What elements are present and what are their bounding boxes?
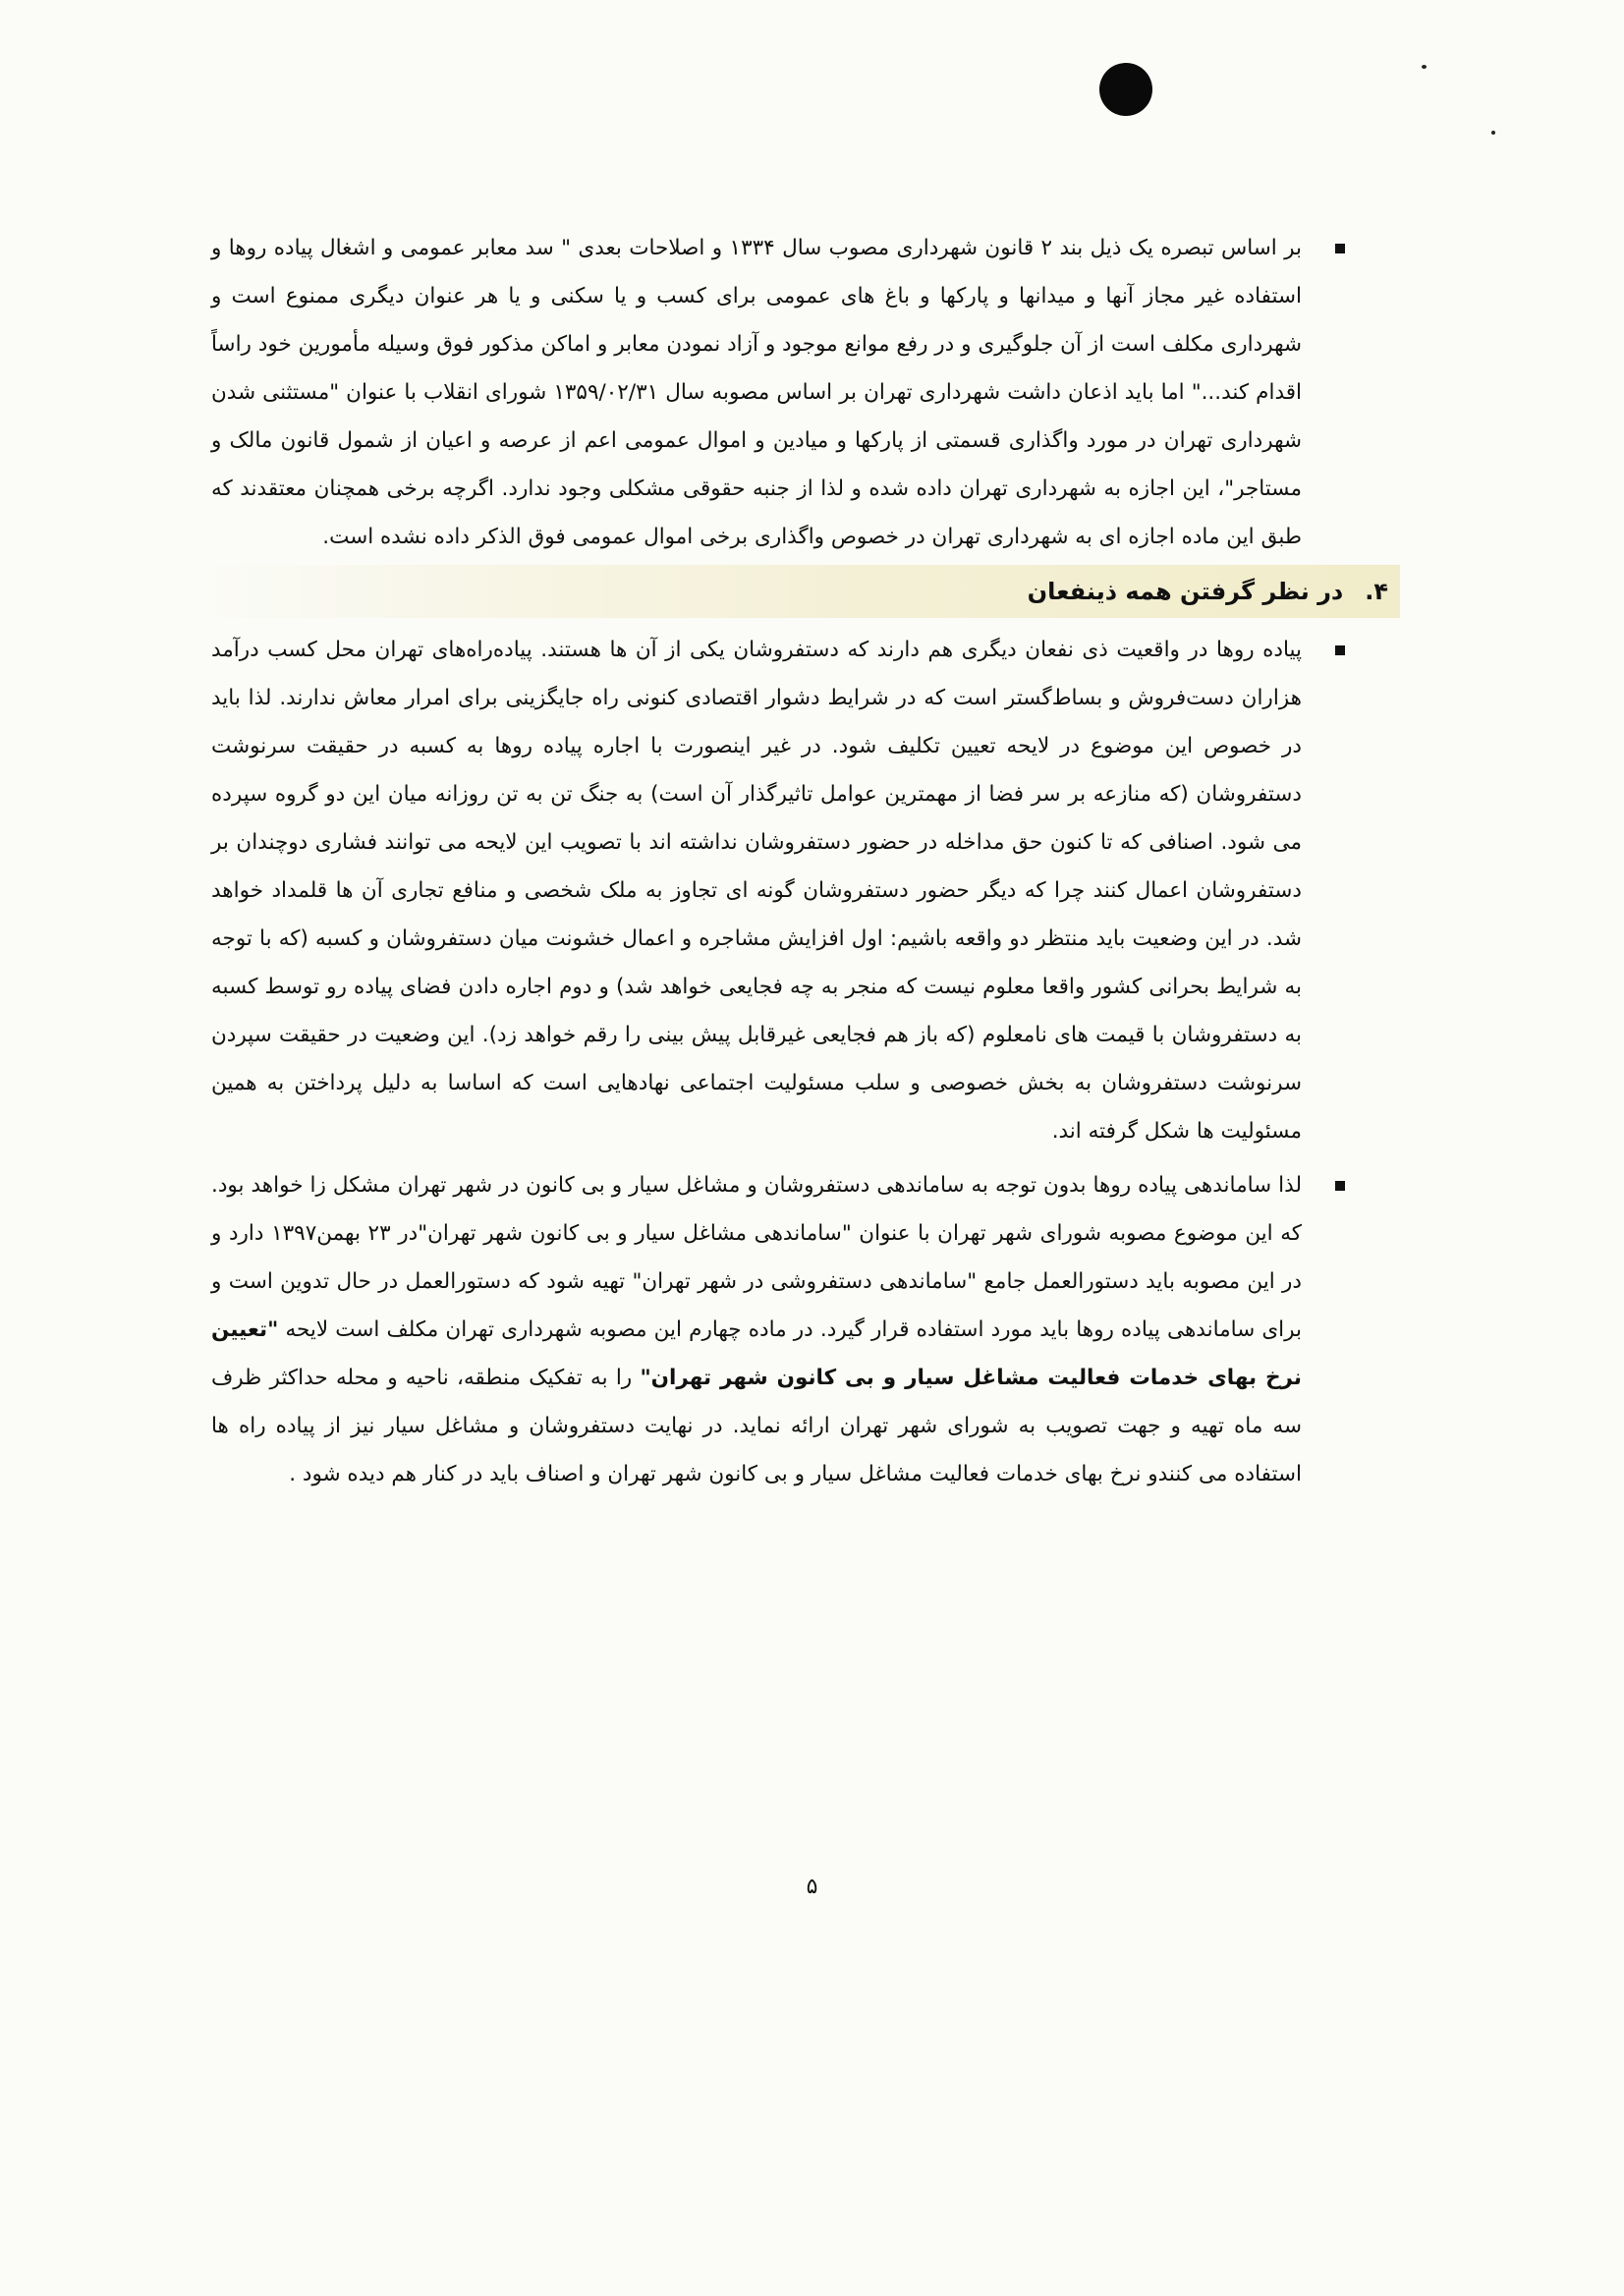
bullet-square-icon	[1335, 1181, 1345, 1191]
page-number: ۵	[806, 1875, 818, 1899]
paragraph-vendors-regulation	[211, 1161, 1302, 1498]
punch-hole-mark	[1099, 63, 1152, 116]
bullet-item	[211, 224, 1312, 561]
section-heading	[211, 565, 1400, 618]
document-body	[211, 224, 1388, 1498]
section-title: در نظر گرفتن همه ذینفعان	[1027, 578, 1344, 605]
paragraph-text: را به تفکیک منطقه، ناحیه و محله حداکثر ظرف سه ماه تهیه و جهت تصویب به شورای شهر تهران ارائه نماید. در نهایت دستفروشان و مشاغل سیار نیز از پیاده راه ها استفاده می کنندو نرخ بهای خدمات فعالیت مشاغل سیار و بی کانون شهر تهران و اصناف باید در کنار هم دیده شود .	[211, 1366, 1302, 1486]
bullet-square-icon	[1335, 645, 1345, 655]
bullet-item	[211, 1161, 1312, 1498]
paragraph-text: لذا ساماندهی پیاده روها بدون توجه به ساماندهی دستفروشان و مشاغل سیار و بی کانون در شهر تهران مشکل زا خواهد بود. که این موضوع مصوبه شورای شهر تهران با عنوان "ساماندهی مشاغل سیار و بی کانون شهر تهران"در ۲۳ بهمن۱۳۹۷ دارد و در این مصوبه باید دستورالعمل جامع "ساماندهی دستفروشی در شهر تهران" تهیه شود که دستورالعمل در حال تدوین است و برای ساماندهی پیاده روها باید مورد استفاده قرار گیرد. در ماده چهارم این مصوبه شهرداری تهران مکلف است لایحه	[211, 1173, 1302, 1342]
scan-speck	[1422, 65, 1427, 69]
bill-title: "تعیین نرخ بهای خدمات فعالیت مشاغل سیار و بی کانون شهر تهران"	[211, 1317, 1303, 1390]
bullet-square-icon	[1335, 244, 1345, 253]
paragraph-sidewalk-law: بر اساس تبصره یک ذیل بند ۲ قانون شهرداری مصوب سال ۱۳۳۴ و اصلاحات بعدی " سد معابر عمومی و اشغال پیاده روها و استفاده غیر مجاز آنها و میدانها و پارکها و باغ های عمومی برای کسب و یا سکنی و یا هر عنوان دیگری ممنوع است و شهرداری مکلف است از آن جلوگیری و در رفع موانع موجود و آزاد نمودن معابر و اماکن مذکور فوق وسیله مأمورین خود راساً اقدام کند..." اما باید اذعان داشت شهرداری تهران بر اساس مصوبه سال ۱۳۵۹/۰۲/۳۱ شورای انقلاب با عنوان "مستثنی شدن شهرداری تهران در مورد واگذاری قسمتی از پارکها و میادین و اموال عمومی اعم از عرصه و اعیان از شمول قانون مالک و مستاجر"، این اجازه به شهرداری تهران داده شده و لذا از جنبه حقوقی مشکلی وجود ندارد. اگرچه برخی همچنان معتقدند که طبق این ماده اجازه ای به شهرداری تهران در خصوص واگذاری برخی اموال عمومی فوق الذکر داده نشده است.	[211, 236, 1302, 549]
scan-speck	[1491, 131, 1495, 135]
section-number: ۴.	[1365, 578, 1388, 605]
paragraph-stakeholders: پیاده روها در واقعیت ذی نفعان دیگری هم دارند که دستفروشان یکی از آن ها هستند. پیاده‌راه‌های تهران محل کسب درآمد هزاران دست‌فروش و بساط‌گستر است که در شرایط دشوار اقتصادی کنونی راه جایگزینی برای امرار معاش ندارند. لذا باید در خصوص این موضوع در لایحه تعیین تکلیف شود. در غیر اینصورت با اجاره پیاده روها به کسبه در حقیقت سرنوشت دستفروشان (که منازعه بر سر فضا از مهمترین عوامل تاثیرگذار آن است) به جنگ تن به تن روزانه میان این دو گروه سپرده می شود. اصنافی که تا کنون حق مداخله در حضور دستفروشان نداشته اند با تصویب این لایحه می توانند فشاری دوچندان بر دستفروشان اعمال کنند چرا که دیگر حضور دستفروشان گونه ای تجاوز به ملک شخصی و منافع تجاری آن ها قلمداد خواهد شد. در این وضعیت باید منتظر دو واقعه باشیم: اول افزایش مشاجره و اعمال خشونت میان دستفروشان و کسبه (که با توجه به شرایط بحرانی کشور واقعا معلوم نیست که منجر به چه فجایعی خواهد شد) و دوم اجاره دادن فضای پیاده رو توسط کسبه به دستفروشان با قیمت های نامعلوم (که باز هم فجایعی غیرقابل پیش بینی را رقم خواهد زد). این وضعیت در حقیقت سپردن سرنوشت دستفروشان به بخش خصوصی و سلب مسئولیت اجتماعی نهادهایی است که اساسا به دلیل پرداختن به همین مسئولیت ها شکل گرفته اند.	[211, 638, 1302, 1144]
bullet-item	[211, 626, 1312, 1155]
